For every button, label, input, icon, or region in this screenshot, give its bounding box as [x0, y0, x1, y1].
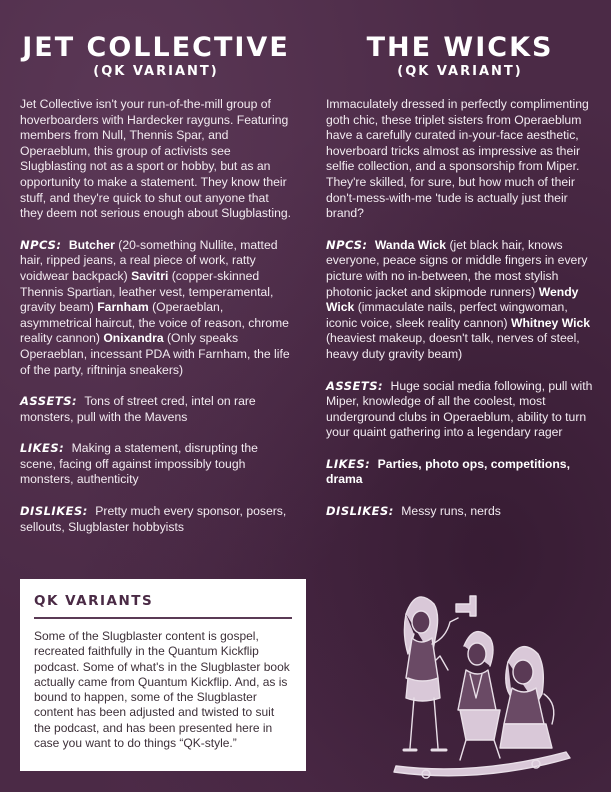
the-wicks-subtitle: (QK VARIANT): [397, 64, 523, 79]
jet-collective-npcs: [20, 238, 292, 378]
the-wicks-npcs: [326, 238, 594, 363]
qk-variants-title: QK VARIANTS: [34, 593, 292, 619]
the-wicks-assets: [326, 379, 594, 441]
jet-collective-column: [20, 0, 292, 535]
assets-text: Tons of street cred, intel on rare monsters, pull with the Mavens: [20, 394, 256, 424]
npc-desc: (Only speaks Operaeblan, incessant PDA with Farnham, the life of the party, riftninja sneakers): [20, 331, 290, 377]
npcs-label: NPCS:: [20, 237, 62, 252]
dislikes-label: DISLIKES:: [20, 504, 88, 519]
the-wicks-dislikes: [326, 504, 594, 520]
likes-text: Parties, photo ops, competitions, drama: [326, 456, 570, 487]
npc-name: Onixandra: [103, 331, 164, 346]
jet-collective-assets: [20, 394, 292, 425]
dislikes-text: Pretty much every sponsor, posers, sellouts, Slugblaster hobbyists: [20, 504, 287, 534]
qk-variants-sidebar: [20, 579, 306, 771]
npc-desc: (immaculate nails, perfect wingwoman, iconic voice, sleek reality cannon): [326, 300, 568, 330]
npc-name: Wendy Wick: [326, 284, 579, 315]
dislikes-label: DISLIKES:: [326, 504, 394, 519]
npc-desc: (jet black hair, knows everyone, peace signs or middle fingers in every picture with no in-between, the most stylish photonic jacket and skipmode runners): [326, 237, 588, 299]
the-wicks-intro: Immaculately dressed in perfectly complimenting goth chic, these triplet sisters from Operaeblum have a carefully curated in-your-face aesthetic, hoverboard tricks almost as impressive as their selfie collection, and a sponsorship from Miper. They're skilled, for sure, but how much of their don't-mess-with-me 'tude is actually just their brand?: [326, 97, 589, 221]
likes-text: Making a statement, disrupting the scene, facing off against impossibly tough monsters, authenticity: [20, 441, 258, 487]
jet-collective-title: JET COLLECTIVE: [22, 32, 290, 63]
assets-label: ASSETS:: [326, 378, 384, 393]
npcs-label: NPCS:: [326, 237, 368, 252]
likes-label: LIKES:: [20, 441, 65, 456]
npc-desc: (20-something Nullite, matted hair, ripped jeans, a real piece of work, ratty voidwear backpack): [20, 237, 278, 283]
npc-desc: (Operaeblan, asymmetrical haircut, the voice of reason, chrome reality cannon): [20, 300, 289, 346]
npc-name: Farnham: [97, 300, 149, 315]
the-wicks-title: THE WICKS: [366, 32, 554, 63]
jet-collective-dislikes: [20, 504, 292, 535]
assets-text: Huge social media following, pull with Miper, knowledge of all the coolest, most underground clubs in Operaeblum, ability to turn your quaint gathering into a legendary rager: [326, 378, 593, 440]
the-wicks-likes: [326, 457, 594, 488]
npc-desc: (heaviest makeup, doesn't talk, nerves of steel, heavy duty gravity beam): [326, 331, 580, 361]
npc-name: Butcher: [68, 237, 115, 252]
npc-name: Wanda Wick: [374, 237, 447, 252]
jet-collective-subtitle: (QK VARIANT): [93, 64, 219, 79]
wick-sisters-illustration: [376, 574, 576, 784]
likes-label: LIKES:: [326, 456, 371, 471]
qk-variants-text: Some of the Slugblaster content is gospel, recreated faithfully in the Quantum Kickflip podcast. Some of what's in the Slugblaster book actually came from Quantum Kickflip. And, as is bound to happen, some of the Slugblaster content has been adjusted and twisted to suit the podcast, and has been presented here in case you want to do things “QK-style.”: [34, 629, 290, 751]
jet-collective-intro: Jet Collective isn't your run-of-the-mill group of hoverboarders with Hardecker rayguns. Featuring members from Null, Thennis Spar, and Operaeblum, this group of activists see Slugblasting not as a sport or hobby, but as an opportunity to make a statement. They know their stuff, and they're quick to shut out anyone that they deem not serious enough about Slugblasting.: [20, 97, 292, 221]
dislikes-text: Messy runs, nerds: [401, 504, 501, 519]
assets-label: ASSETS:: [20, 394, 78, 409]
npc-desc: (copper-skinned Thennis Spartian, leather vest, temperamental, gravity beam): [20, 268, 274, 315]
npc-name: Savitri: [131, 268, 169, 283]
npc-name: Whitney Wick: [510, 315, 591, 330]
jet-collective-likes: [20, 441, 292, 488]
the-wicks-column: [326, 0, 594, 520]
